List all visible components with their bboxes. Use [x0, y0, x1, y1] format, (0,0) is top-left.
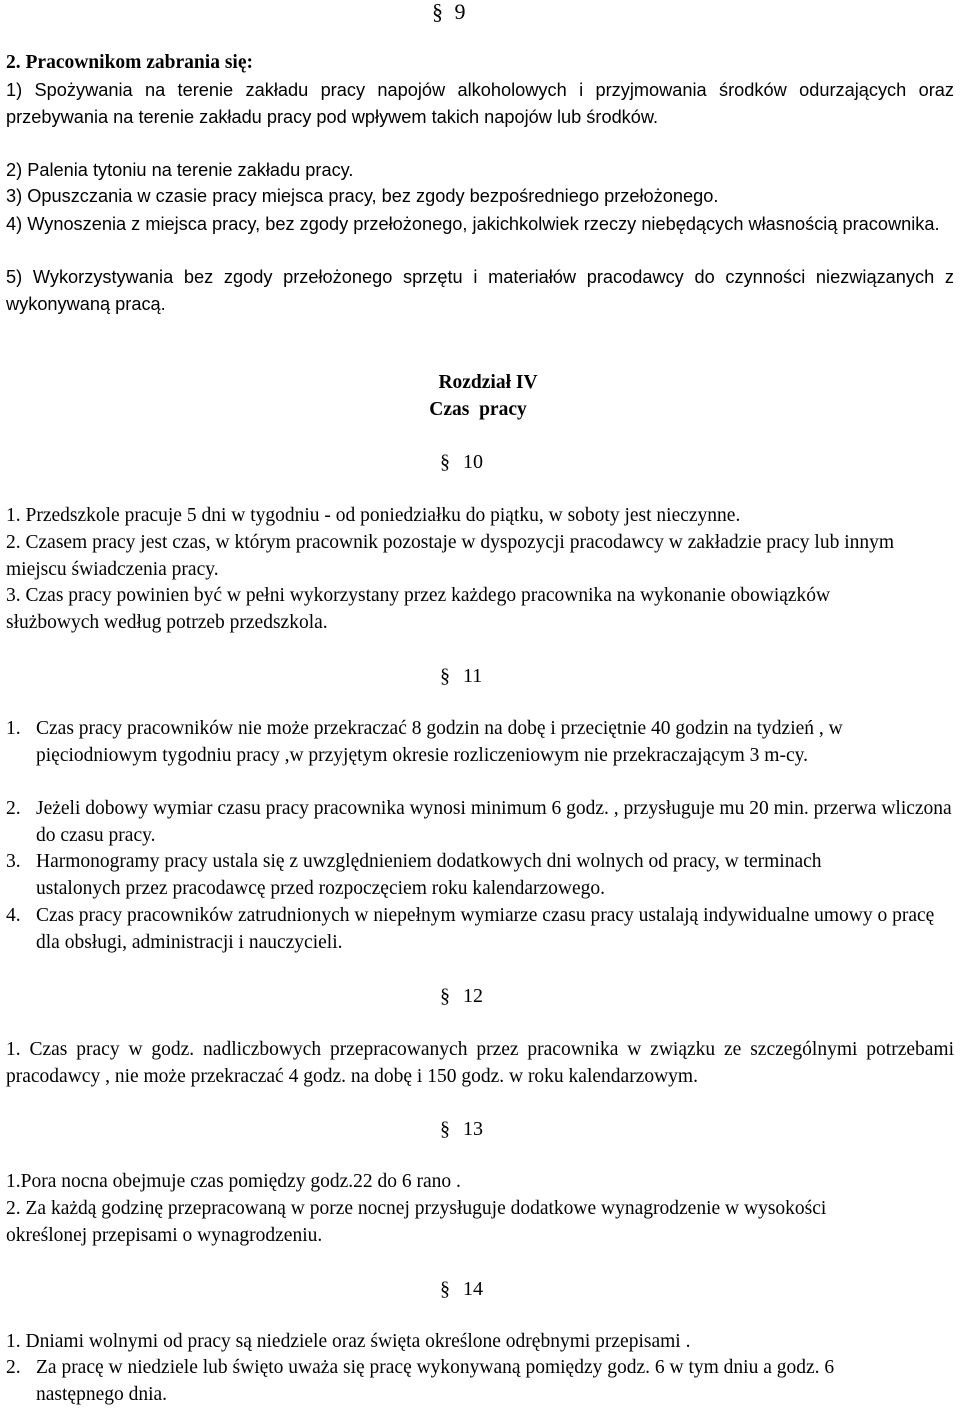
section-sign: §	[440, 665, 450, 687]
s13-item-1: 1.Pora nocna obejmuje czas pomiędzy godz.22 do 6 rano .	[6, 1171, 461, 1192]
item-text: Jeżeli dobowy wymiar czasu pracy pracownika wynosi minimum 6 godz. , przysługuje mu 20 min. przerwa wliczona do czasu pracy.	[36, 798, 952, 846]
section-mark-11	[440, 663, 482, 690]
chapter-subtitle: Czas pracy	[429, 399, 527, 420]
section-mark-14	[440, 1276, 483, 1303]
section-sign: §	[440, 451, 450, 473]
item-text: Czas pracy pracowników nie może przekraczać 8 godzin na dobę i przeciętnie 40 godzin na tydzień , w pięciodniowym tygodniu pracy ,w przyjętym okresie rozliczeniowym nie przekraczającym 3 m-cy.	[36, 718, 843, 766]
item-number: 1.	[6, 718, 21, 739]
section-sign: §	[440, 1118, 450, 1140]
s11-item-3	[6, 849, 906, 902]
section-sign: §	[440, 1278, 450, 1300]
prohibition-item-5: 5) Wykorzystywania bez zgody przełożonego sprzętu i materiałów pracodawcy do czynności niezwiązanych z wykonywaną pracą.	[6, 267, 954, 314]
s11-item-2	[6, 796, 956, 849]
s13-item-2: 2. Za każdą godzinę przepracowaną w porze nocnej przysługuje dodatkowe wynagrodzenie w wysokości określonej przepisami o wynagrodzeniu.	[6, 1198, 827, 1246]
s10-item-1: 1. Przedszkole pracuje 5 dni w tygodniu - od poniedziałku do piątku, w soboty jest nieczynne.	[6, 505, 741, 526]
section-mark-12	[440, 983, 483, 1010]
section-number: 14	[463, 1278, 483, 1300]
section-number: 9	[454, 0, 466, 24]
prohibition-item-3: 3) Opuszczania w czasie pracy miejsca pracy, bez zgody bezpośredniego przełożonego.	[6, 186, 719, 206]
item-number: 3.	[6, 851, 21, 872]
chapter-title: Rozdział IV	[438, 372, 538, 393]
item-text: Harmonogramy pracy ustala się z uwzględnieniem dodatkowych dni wolnych od pracy, w terminach ustalonych przez pracodawcę przed rozpoczęciem roku kalendarzowego.	[36, 851, 822, 899]
section-sign: §	[432, 0, 443, 24]
item-text: Za pracę w niedziele lub święto uważa się pracę wykonywaną pomiędzy godz. 6 w tym dniu a godz. 6 następnego dnia.	[36, 1357, 835, 1405]
s14-item-1: 1. Dniami wolnymi od pracy są niedziele oraz święta określone odrębnymi przepisami .	[6, 1331, 691, 1352]
s10-item-2: 2. Czasem pracy jest czas, w którym pracownik pozostaje w dyspozycji pracodawcy w zakładzie pracy lub innym miejscu świadczenia pracy.	[6, 532, 895, 580]
section-number: 10	[463, 451, 483, 473]
item-text: Czas pracy pracowników zatrudnionych w niepełnym wymiarze czasu pracy ustalają indywidualne umowy o pracę dla obsługi, administracji i nauczycieli.	[36, 905, 935, 953]
prohibition-item-4: 4) Wynoszenia z miejsca pracy, bez zgody przełożonego, jakichkolwiek rzeczy niebędących własnością pracownika.	[6, 214, 940, 234]
section-mark-13	[440, 1116, 483, 1143]
item-number: 2.	[6, 1357, 21, 1378]
item-number: 4.	[6, 905, 21, 926]
section-number: 13	[463, 1118, 483, 1140]
section-sign: §	[440, 985, 450, 1007]
section-mark-10	[440, 449, 483, 476]
prohibition-item-1: 1) Spożywania na terenie zakładu pracy napojów alkoholowych i przyjmowania środków odurzających oraz przebywania na terenie zakładu pracy pod wpływem takich napojów lub środków.	[6, 80, 954, 127]
s11-item-1	[6, 716, 906, 769]
section-number: 12	[463, 985, 483, 1007]
prohibitions-heading: 2. Pracownikom zabrania się:	[6, 52, 253, 73]
section-mark-9	[432, 0, 492, 26]
section-number: 11	[463, 665, 483, 687]
s14-item-2	[6, 1355, 906, 1408]
item-number: 2.	[6, 798, 21, 819]
s12-item-1: 1. Czas pracy w godz. nadliczbowych przepracowanych przez pracownika w związku ze szczególnymi potrzebami pracodawcy , nie może przekraczać 4 godz. na dobę i 150 godz. w roku kalendarzowym.	[6, 1039, 954, 1087]
s11-item-4	[6, 903, 956, 956]
prohibition-item-2: 2) Palenia tytoniu na terenie zakładu pracy.	[6, 160, 354, 180]
s10-item-3: 3. Czas pracy powinien być w pełni wykorzystany przez każdego pracownika na wykonanie obowiązków służbowych według potrzeb przedszkola.	[6, 585, 831, 633]
